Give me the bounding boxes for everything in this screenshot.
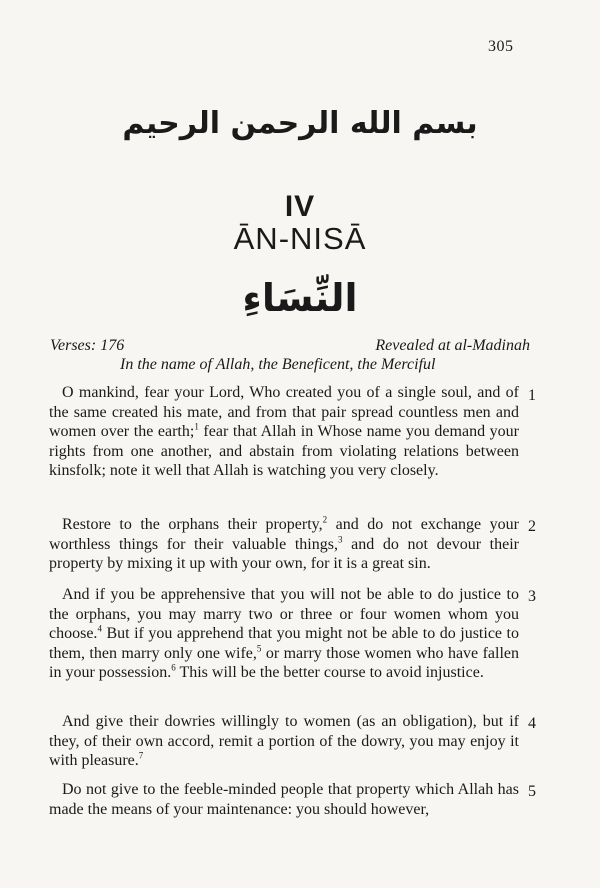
verse-segment: Restore to the orphans their property,	[62, 516, 323, 533]
verse-number: 4	[528, 715, 536, 732]
footnote-ref: 6	[171, 663, 176, 674]
verse-segment: But if you apprehend that you might not be able to do justice to them, then marry only one wife,	[49, 625, 519, 662]
chapter-title: ĀN-NISĀ	[233, 221, 367, 256]
footnote-ref: 3	[337, 534, 343, 545]
verse-segment: And if you be apprehensive that you will not be able to do justice to the orphans, you may marry two or three or four women whom you choose.	[49, 586, 519, 643]
page-number: 305	[488, 38, 514, 55]
footnote-ref: 2	[322, 514, 328, 525]
verse-text	[49, 585, 519, 683]
footnote-ref: 7	[138, 750, 144, 761]
verse-number: 5	[528, 783, 536, 800]
footnote-ref: 5	[256, 643, 262, 654]
verse-number: 2	[528, 518, 536, 535]
chapter-arabic-title: النِّسَاءِ	[242, 276, 358, 320]
footnote-ref: 1	[194, 421, 199, 432]
verse-segment: Do not give to the feeble-minded people that property which Allah has made the means of your maintenance: you should however,	[49, 781, 519, 818]
verse-text	[49, 712, 519, 771]
footnote-ref: 4	[97, 623, 102, 634]
revelation-place: Revealed at al-Madinah	[375, 337, 530, 354]
verses-count: Verses: 176	[50, 337, 125, 354]
verse-text	[49, 383, 519, 481]
basmala-calligraphy: بسم الله الرحمن الرحيم	[122, 106, 478, 141]
verse-segment: or marry those women who have fallen in your possession.	[49, 644, 520, 682]
verse-segment: and do not devour their property by mixing it up with your own, for it is a great sin.	[49, 535, 520, 573]
verse-segment: O mankind, fear your Lord, Who created you of a single soul, and of the same created his mate, and from that pair spread countless men and women over the earth;	[49, 384, 519, 441]
invocation: In the name of Allah, the Beneficent, the Merciful	[120, 356, 436, 373]
verse-number: 3	[528, 588, 536, 605]
verse-text	[49, 515, 519, 574]
verse-segment: And give their dowries willingly to women (as an obligation), but if they, of their own accord, remit a portion of the dowry, you may enjoy it with pleasure.	[49, 713, 519, 770]
verse-segment: This will be the better course to avoid injustice.	[175, 664, 484, 682]
chapter-number: IV	[284, 190, 316, 223]
verse-segment: and do not exchange your worthless things for their valuable things,	[49, 516, 519, 553]
verse-text	[49, 780, 519, 819]
verse-number: 1	[528, 387, 536, 404]
verse-segment: fear that Allah in Whose name you demand your rights from one another, and abstain from violating relations between kinsfolk; note it well that Allah is watching you very closely.	[49, 423, 520, 480]
